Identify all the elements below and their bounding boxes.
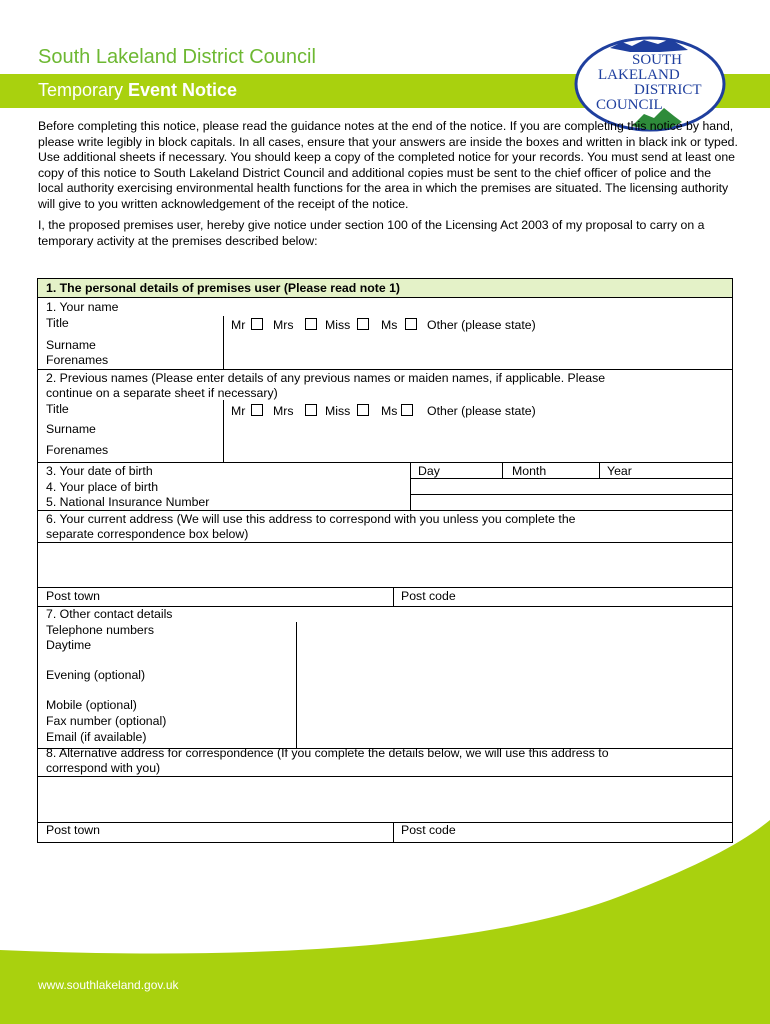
q1-label: 1. Your name bbox=[46, 300, 119, 314]
previous-title-miss-checkbox[interactable] bbox=[357, 404, 369, 416]
dob-day-label: Day bbox=[418, 464, 440, 478]
footer-website-link[interactable]: www.southlakeland.gov.uk bbox=[38, 978, 179, 992]
q5-label: 5. National Insurance Number bbox=[46, 495, 210, 509]
title-mrs-checkbox[interactable] bbox=[305, 318, 317, 330]
telephone-label: Telephone numbers bbox=[46, 623, 155, 637]
logo-line-1: SOUTH bbox=[632, 52, 683, 68]
rule bbox=[296, 622, 297, 748]
q6-label-line-1: 6. Your current address (We will use this address to correspond with you unless you complete the bbox=[46, 512, 576, 526]
title-ms-checkbox[interactable] bbox=[405, 318, 417, 330]
intro-paragraph-2: I, the proposed premises user, hereby give notice under section 100 of the Licensing Act 2003 of my proposal to carry on a temporary activity at the premises described below: bbox=[38, 218, 705, 248]
title-miss-label: Miss bbox=[325, 318, 351, 332]
personal-details-form bbox=[37, 278, 733, 843]
section-title: 1. The personal details of premises user (Please read note 1) bbox=[46, 281, 401, 295]
rule bbox=[410, 494, 732, 495]
notice-title-regular: Temporary bbox=[38, 80, 129, 100]
surname-label: Surname bbox=[46, 338, 96, 352]
footer-wave bbox=[0, 820, 770, 1024]
previous-title-ms-label: Ms bbox=[381, 404, 398, 418]
rule bbox=[38, 297, 732, 298]
logo-line-3: DISTRICT bbox=[634, 82, 702, 98]
council-name: South Lakeland District Council bbox=[38, 46, 316, 68]
forenames-label: Forenames bbox=[46, 353, 109, 367]
email-label: Email (if available) bbox=[46, 730, 147, 744]
evening-label: Evening (optional) bbox=[46, 668, 146, 682]
q8-label-line-1: 8. Alternative address for correspondence (If you complete the details below, we will use this address to bbox=[46, 746, 609, 760]
q8-label-line-2: correspond with you) bbox=[46, 761, 161, 775]
alt-post-code-label: Post code bbox=[401, 823, 456, 837]
rule bbox=[38, 462, 732, 463]
rule bbox=[393, 587, 394, 606]
rule bbox=[599, 462, 600, 478]
q2-label-line-2: continue on a separate sheet if necessary) bbox=[46, 386, 278, 400]
rule bbox=[223, 316, 224, 369]
title-miss-checkbox[interactable] bbox=[357, 318, 369, 330]
title-ms-label: Ms bbox=[381, 318, 398, 332]
previous-title-mrs-label: Mrs bbox=[273, 404, 294, 418]
rule bbox=[410, 462, 411, 510]
previous-forenames-label: Forenames bbox=[46, 443, 109, 457]
alt-post-town-label: Post town bbox=[46, 823, 100, 837]
rule bbox=[38, 510, 732, 511]
q6-label-line-2: separate correspondence box below) bbox=[46, 527, 249, 541]
title-other-label: Other (please state) bbox=[427, 318, 536, 332]
rule bbox=[410, 478, 732, 479]
logo-line-2: LAKELAND bbox=[598, 67, 680, 83]
title-mr-checkbox[interactable] bbox=[251, 318, 263, 330]
previous-title-mrs-checkbox[interactable] bbox=[305, 404, 317, 416]
intro-text bbox=[38, 119, 738, 255]
notice-title bbox=[38, 80, 237, 101]
title-mrs-label: Mrs bbox=[273, 318, 294, 332]
post-town-label: Post town bbox=[46, 589, 100, 603]
previous-title-label: Title bbox=[46, 402, 69, 416]
rule bbox=[223, 400, 224, 462]
logo-line-4: COUNCIL bbox=[596, 97, 663, 113]
previous-title-mr-checkbox[interactable] bbox=[251, 404, 263, 416]
rule bbox=[38, 776, 732, 777]
mobile-label: Mobile (optional) bbox=[46, 698, 137, 712]
rule bbox=[502, 462, 503, 478]
previous-title-mr-label: Mr bbox=[231, 404, 246, 418]
dob-year-label: Year bbox=[607, 464, 632, 478]
title-mr-label: Mr bbox=[231, 318, 246, 332]
fax-label: Fax number (optional) bbox=[46, 714, 167, 728]
rule bbox=[38, 587, 732, 588]
q7-label: 7. Other contact details bbox=[46, 607, 173, 621]
previous-title-miss-label: Miss bbox=[325, 404, 351, 418]
q3-label: 3. Your date of birth bbox=[46, 464, 153, 478]
notice-title-bold: Event Notice bbox=[128, 80, 238, 100]
daytime-label: Daytime bbox=[46, 638, 92, 652]
rule bbox=[38, 369, 732, 370]
rule bbox=[38, 542, 732, 543]
previous-title-ms-checkbox[interactable] bbox=[401, 404, 413, 416]
dob-month-label: Month bbox=[512, 464, 547, 478]
post-code-label: Post code bbox=[401, 589, 456, 603]
previous-surname-label: Surname bbox=[46, 422, 96, 436]
q2-label-line-1: 2. Previous names (Please enter details of any previous names or maiden names, if applicable. Please bbox=[46, 371, 606, 385]
q4-label: 4. Your place of birth bbox=[46, 480, 159, 494]
intro-paragraph-1: Before completing this notice, please read the guidance notes at the end of the notice. If you are completing this notice by hand, please write legibly in block capitals. In all cases, ensure that your answers are inside the boxes and written in black ink or typed. Use additional sheets if necessary. You should keep a copy of the completed notice for your records. You must send at least one copy of this notice to South Lakeland District Council and additional copies must be sent to the chief officer of police and the local authority exercising environmental health functions for the area in which the premises are situated. The licensing authority will give to you written acknowledgement of the receipt of the notice. bbox=[38, 119, 738, 211]
title-label: Title bbox=[46, 316, 69, 330]
previous-title-other-label: Other (please state) bbox=[427, 404, 536, 418]
